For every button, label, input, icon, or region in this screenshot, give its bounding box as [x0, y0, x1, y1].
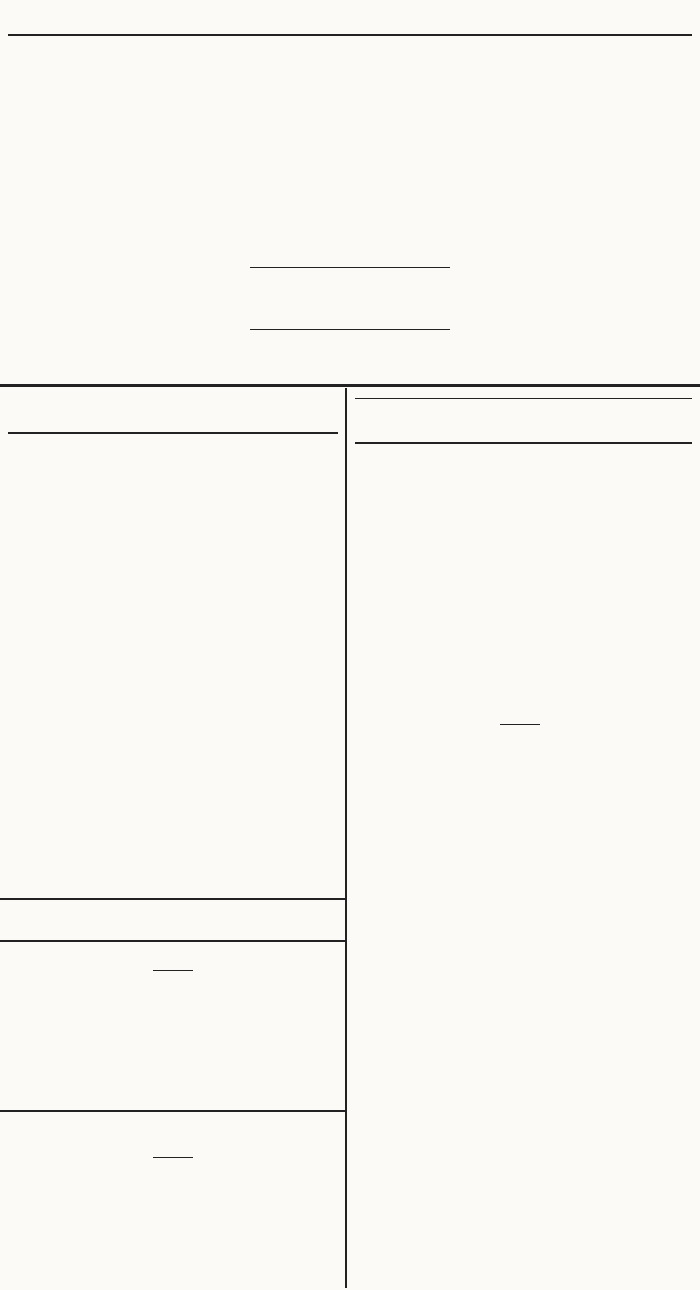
watchmaker-title-rule [355, 442, 692, 444]
separator-rule [250, 267, 450, 268]
top-bottom-rule [0, 384, 700, 387]
separator-rule-2 [250, 329, 450, 330]
notices-title-rule [0, 940, 345, 942]
institute-bottom-rule [0, 1110, 345, 1112]
column-divider [345, 388, 347, 1288]
estate-short-rule [153, 1157, 193, 1158]
medical-bottom-rule [0, 898, 345, 900]
licensed-line2-wrap [0, 298, 700, 318]
medical-title-rule [8, 432, 338, 434]
hunter-short-rule [500, 724, 540, 725]
top-rule [8, 34, 692, 36]
institute-short-rule [153, 970, 193, 971]
watchmaker-top-rule [355, 398, 692, 399]
